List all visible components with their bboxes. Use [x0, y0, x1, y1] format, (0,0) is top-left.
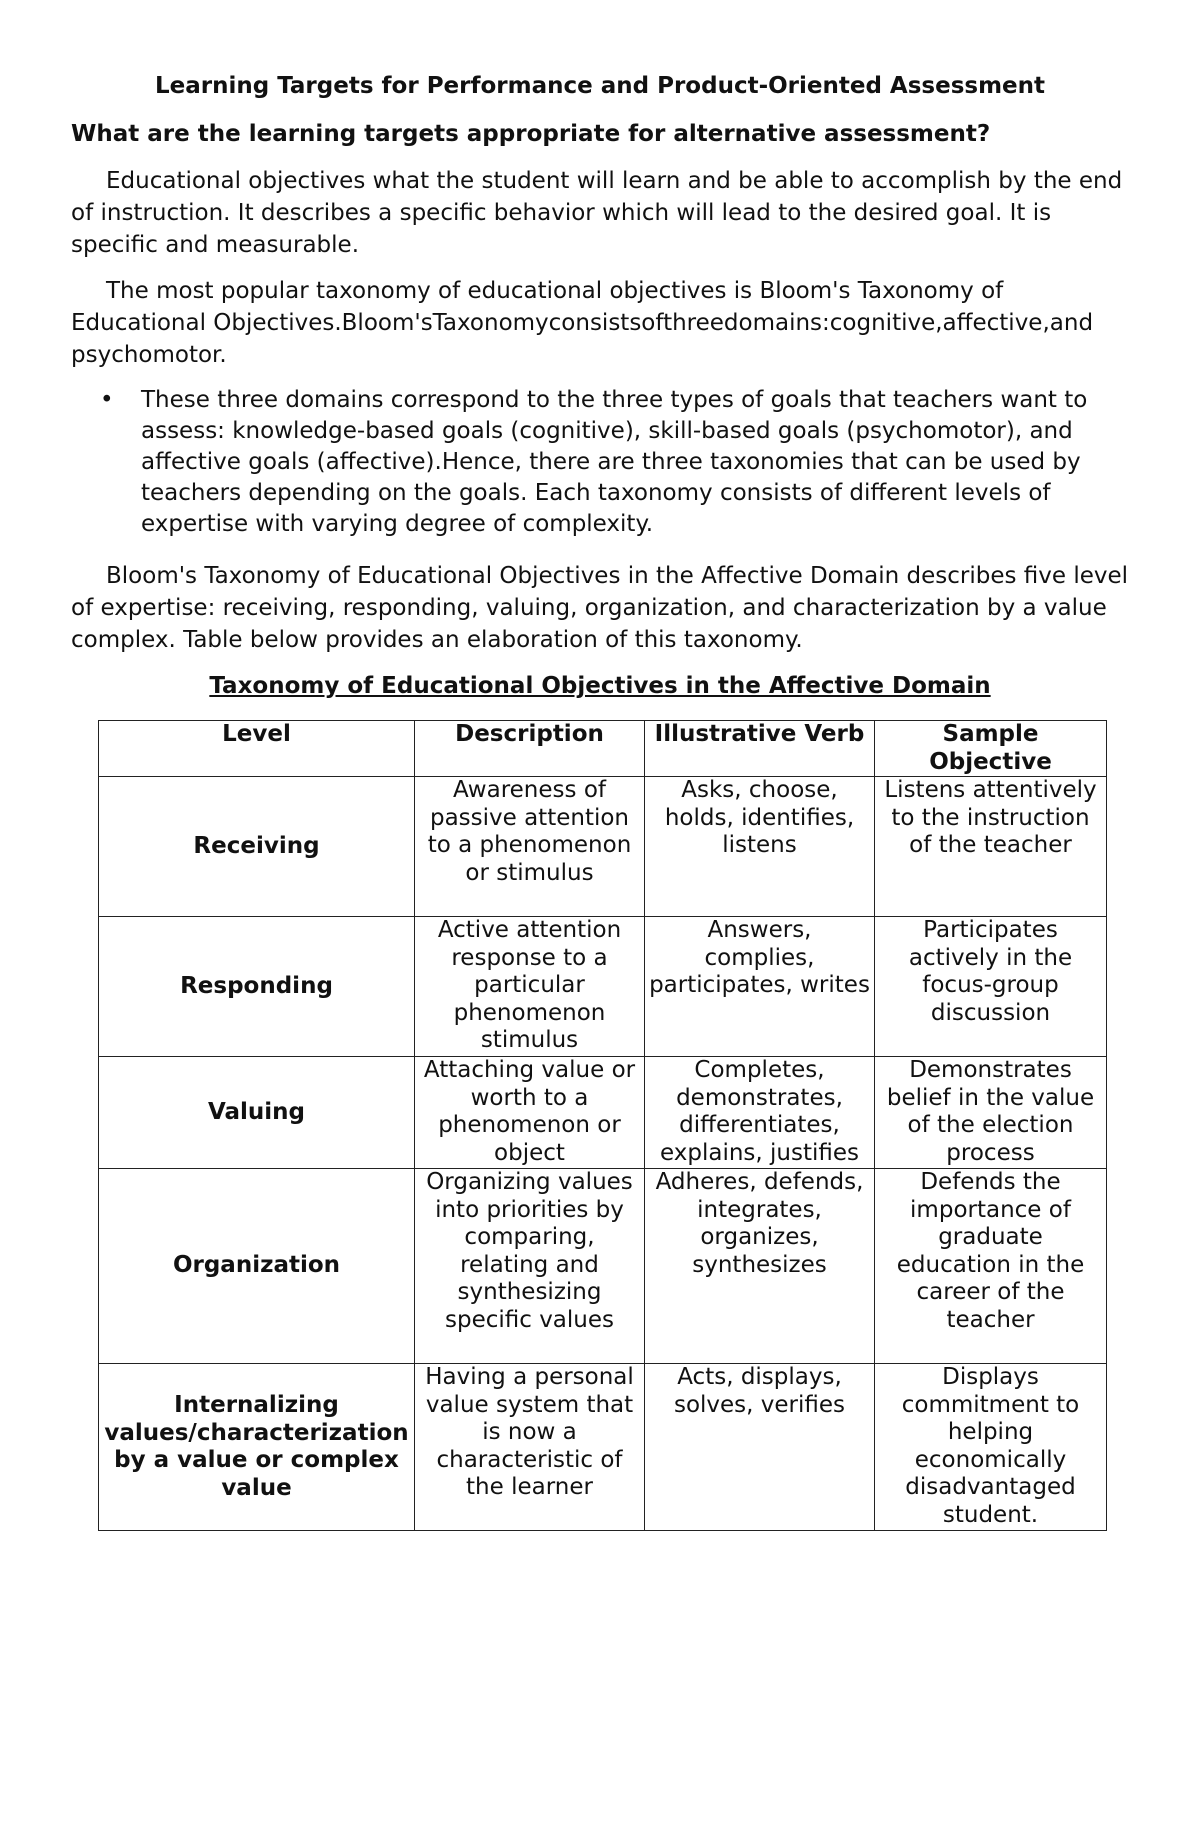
bullet-dot-icon: •: [100, 387, 114, 413]
cell-objective: Defends the importance of graduate education in the career of the teacher: [875, 1169, 1107, 1364]
bullet-text: These three domains correspond to the three types of goals that teachers want to assess: knowledge-based goals (cognitive), skill-based goals (psychomotor), and affective goals (affective).Hence, there are three taxonomies that can be used by teachers depending on the goals. Each taxonomy consists of different levels of expertise with varying degree of complexity.: [141, 387, 1088, 537]
paragraph-affective: [71, 560, 1131, 656]
bullet-item: [100, 385, 1135, 540]
table-row: [99, 777, 1107, 917]
paragraph-objectives: [71, 165, 1131, 261]
paragraph-objectives-text: Educational objectives what the student will learn and be able to accomplish by the end of instruction. It describes a specific behavior which will lead to the desired goal. It is specific and measurable.: [71, 168, 1123, 258]
cell-objective: Displays commitment to helping economically disadvantaged student.: [875, 1364, 1107, 1531]
table-row: [99, 917, 1107, 1057]
section-question: What are the learning targets appropriate for alternative assessment?: [71, 121, 991, 147]
table-header-row: [99, 721, 1107, 777]
cell-level: Internalizing values/characterization by a value or complex value: [99, 1364, 415, 1531]
cell-description: Active attention response to a particular phenomenon stimulus: [415, 917, 645, 1057]
cell-description: Having a personal value system that is now a characteristic of the learner: [415, 1364, 645, 1531]
cell-level: Responding: [99, 917, 415, 1057]
table-row: [99, 1057, 1107, 1169]
taxonomy-table: [98, 720, 1107, 1531]
cell-verb: Adheres, defends, integrates, organizes, synthesizes: [645, 1169, 875, 1364]
cell-description: Attaching value or worth to a phenomenon or object: [415, 1057, 645, 1169]
cell-level: Valuing: [99, 1057, 415, 1169]
cell-level: Organization: [99, 1169, 415, 1364]
paragraph-taxonomy: [71, 275, 1131, 371]
cell-objective: Listens attentively to the instruction of the teacher: [875, 777, 1107, 917]
table-row: [99, 1364, 1107, 1531]
cell-verb: Completes, demonstrates, differentiates, explains, justifies: [645, 1057, 875, 1169]
page-title: Learning Targets for Performance and Product-Oriented Assessment: [154, 73, 1046, 99]
cell-verb: Asks, choose, holds, identifies, listens: [645, 777, 875, 917]
cell-description: Organizing values into priorities by comparing, relating and synthesizing specific values: [415, 1169, 645, 1364]
table-title: Taxonomy of Educational Objectives in the Affective Domain: [209, 673, 991, 699]
cell-verb: Acts, displays, solves, verifies: [645, 1364, 875, 1531]
cell-objective: Participates actively in the focus-group discussion: [875, 917, 1107, 1057]
header-level: Level: [99, 721, 415, 777]
cell-verb: Answers, complies, participates, writes: [645, 917, 875, 1057]
paragraph-affective-text: Bloom's Taxonomy of Educational Objectives in the Affective Domain describes five level of expertise: receiving, responding, valuing, organization, and characterization by a value complex. Table below provides an elaboration of this taxonomy.: [71, 563, 1129, 653]
header-objective: Sample Objective: [875, 721, 1107, 777]
cell-level: Receiving: [99, 777, 415, 917]
header-verb: Illustrative Verb: [645, 721, 875, 777]
header-description: Description: [415, 721, 645, 777]
cell-description: Awareness of passive attention to a phenomenon or stimulus: [415, 777, 645, 917]
cell-objective: Demonstrates belief in the value of the election process: [875, 1057, 1107, 1169]
table-row: [99, 1169, 1107, 1364]
paragraph-taxonomy-text: The most popular taxonomy of educational objectives is Bloom's Taxonomy of Educational Objectives.Bloom'sTaxonomyconsistsofthreedomains:cognitive,affective,and psychomotor.: [71, 278, 1094, 368]
